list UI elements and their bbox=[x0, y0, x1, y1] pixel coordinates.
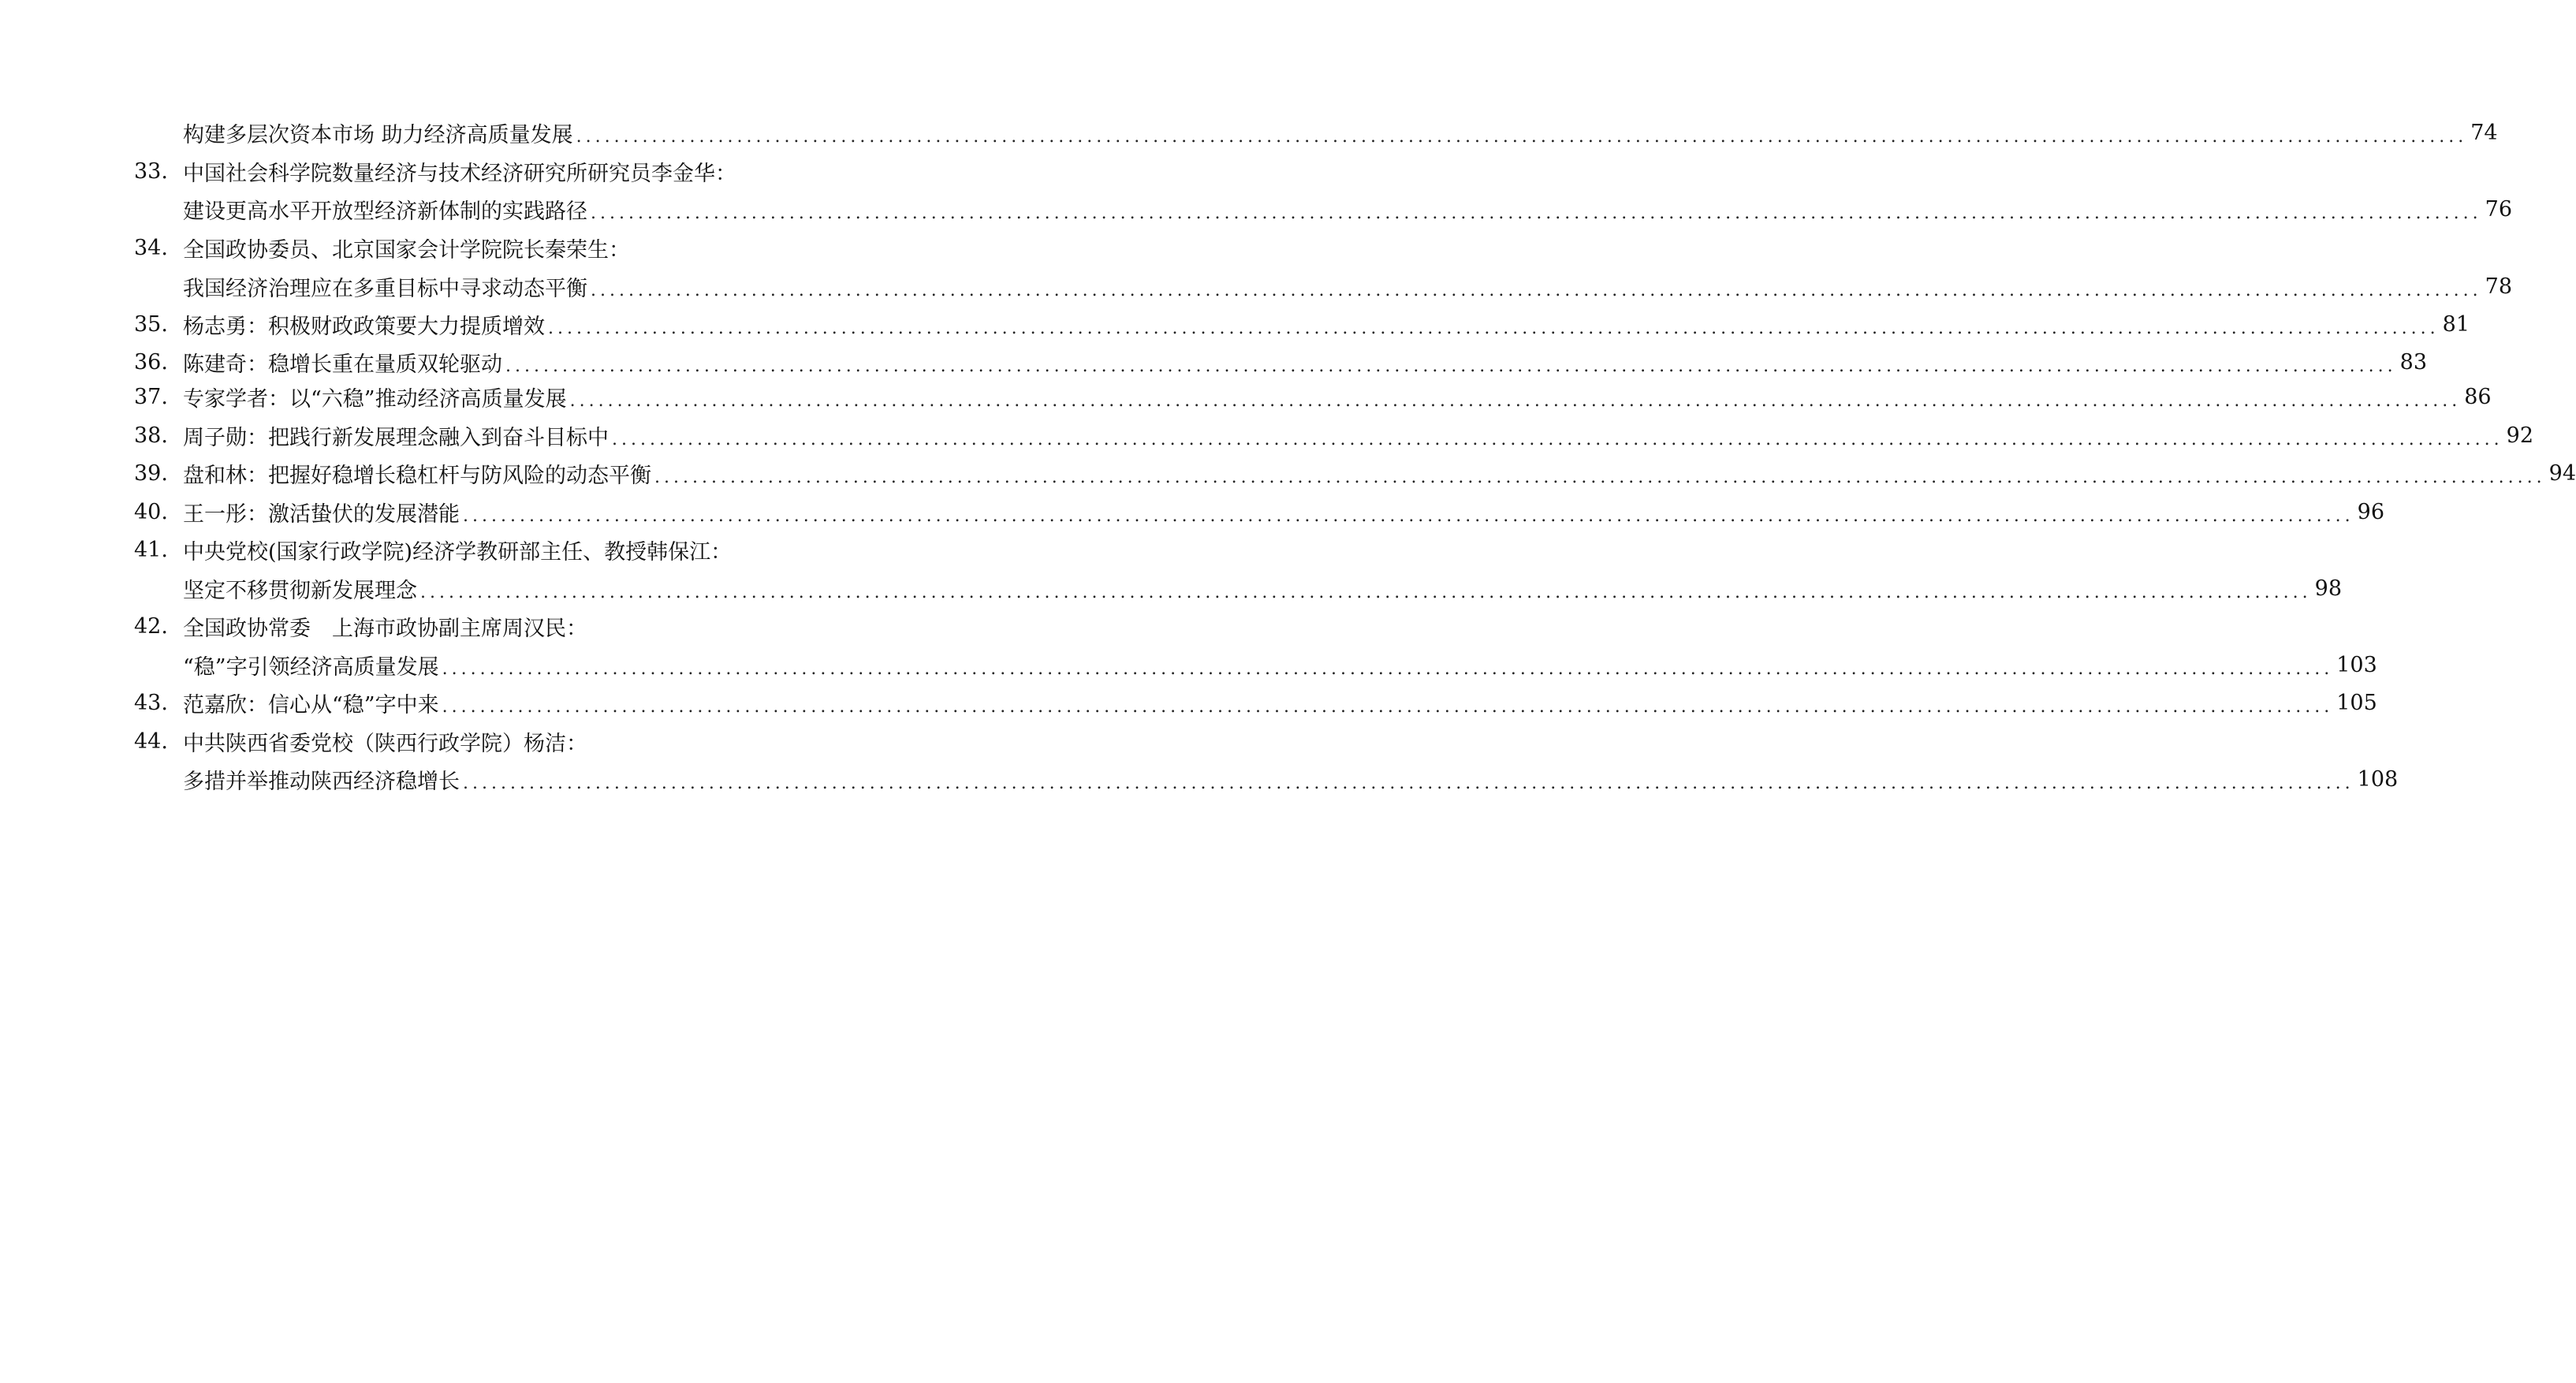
toc-entry bbox=[134, 308, 2470, 340]
toc-entry-number: 34. bbox=[134, 235, 168, 260]
toc-entry-page: 108 bbox=[2357, 766, 2399, 792]
toc-entry-title: 中央党校(国家行政学院)经济学教研部主任、教授韩保江： bbox=[183, 539, 733, 565]
toc-entry-title: 杨志勇：积极财政政策要大力提质增效 bbox=[183, 314, 545, 339]
dot-leader: ........................................................................................................................................................................................................ bbox=[569, 391, 2462, 411]
toc-entry-number: 37. bbox=[134, 384, 168, 409]
dot-leader: ........................................................................................................................................................................................................ bbox=[548, 319, 2440, 338]
toc-entry bbox=[134, 649, 2377, 680]
toc-entry-page: 92 bbox=[2506, 423, 2533, 448]
toc-entry-number: 43. bbox=[134, 690, 168, 715]
toc-entry-title: 中国社会科学院数量经济与技术经济研究所研究员李金华： bbox=[183, 161, 736, 186]
toc-entry-title: 中共陕西省委党校（陕西行政学院）杨洁： bbox=[183, 731, 587, 756]
dot-leader: ........................................................................................................................................................................................................ bbox=[654, 468, 2546, 487]
toc-entry-page: 96 bbox=[2357, 499, 2384, 524]
toc-entry-page: 76 bbox=[2485, 196, 2512, 222]
toc-entry-number: 41. bbox=[134, 537, 168, 562]
toc-entry bbox=[134, 457, 2576, 489]
dot-leader: ........................................................................................................................................................................................................ bbox=[505, 356, 2397, 376]
toc-entry bbox=[134, 763, 2399, 795]
toc-entry-number: 36. bbox=[134, 349, 168, 375]
toc-entry-page: 86 bbox=[2464, 384, 2492, 409]
toc-entry-page: 83 bbox=[2399, 349, 2427, 375]
dot-leader: ........................................................................................................................................................................................................ bbox=[612, 430, 2503, 449]
toc-entry bbox=[134, 193, 2512, 225]
dot-leader: ........................................................................................................................................................................................................ bbox=[420, 583, 2312, 602]
toc-entry-page: 98 bbox=[2314, 576, 2342, 601]
toc-entry bbox=[134, 381, 2492, 412]
toc-entry-title: 构建多层次资本市场 助力经济高质量发展 bbox=[183, 122, 573, 147]
toc-entry-title: 陈建奇：稳增长重在量质双轮驱动 bbox=[183, 352, 502, 377]
toc-entry-number: 33. bbox=[134, 158, 168, 184]
dot-leader: ........................................................................................................................................................................................................ bbox=[591, 203, 2482, 223]
dot-leader: ........................................................................................................................................................................................................ bbox=[576, 127, 2468, 147]
toc-entry-number: 39. bbox=[134, 460, 168, 486]
toc-entry bbox=[134, 232, 927, 263]
toc-entry bbox=[134, 117, 2498, 148]
toc-entry bbox=[134, 155, 927, 187]
dot-leader: ........................................................................................................................................................................................................ bbox=[442, 659, 2334, 679]
toc-entry-title: 多措并举推动陕西经济稳增长 bbox=[183, 769, 460, 794]
toc-entry bbox=[134, 687, 2377, 718]
toc-entry-title: 范嘉欣：信心从“稳”字中来 bbox=[183, 692, 439, 718]
toc-entry-number: 35. bbox=[134, 311, 168, 337]
toc-entry-title: 全国政协常委 上海市政协副主席周汉民： bbox=[183, 616, 587, 641]
toc-entry-title: 全国政协委员、北京国家会计学院院长秦荣生： bbox=[183, 237, 630, 263]
toc-entry-title: 王一彤：激活蛰伏的发展潜能 bbox=[183, 501, 460, 527]
toc-entry-page: 105 bbox=[2336, 690, 2377, 715]
toc-entry-page: 81 bbox=[2442, 311, 2470, 337]
toc-entry bbox=[134, 534, 927, 565]
toc-entry bbox=[134, 725, 927, 757]
toc-entry-title: 坚定不移贯彻新发展理念 bbox=[183, 578, 417, 603]
toc-entry-page: 78 bbox=[2485, 274, 2512, 299]
toc-entry-number: 38. bbox=[134, 423, 168, 448]
toc-entry-title: 专家学者：以“六稳”推动经济高质量发展 bbox=[183, 386, 567, 412]
dot-leader: ........................................................................................................................................................................................................ bbox=[591, 281, 2482, 300]
toc-entry-page: 103 bbox=[2336, 652, 2377, 677]
toc-entry-number: 42. bbox=[134, 613, 168, 639]
toc-entry-number: 44. bbox=[134, 729, 168, 754]
toc-entry-title: 建设更高水平开放型经济新体制的实践路径 bbox=[183, 199, 587, 224]
dot-leader: ........................................................................................................................................................................................................ bbox=[463, 506, 2354, 526]
toc-entry-title: 周子勋：把践行新发展理念融入到奋斗目标中 bbox=[183, 425, 609, 450]
toc-entry-title: 我国经济治理应在多重目标中寻求动态平衡 bbox=[183, 276, 587, 301]
dot-leader: ........................................................................................................................................................................................................ bbox=[442, 697, 2334, 717]
toc-entry bbox=[134, 346, 2427, 378]
toc-entry bbox=[134, 572, 2342, 604]
dot-leader: ........................................................................................................................................................................................................ bbox=[463, 774, 2354, 793]
toc-entry-page: 94 bbox=[2548, 460, 2576, 486]
toc-entry bbox=[134, 419, 2533, 451]
toc-entry bbox=[134, 270, 2512, 302]
toc-entry bbox=[134, 496, 2384, 527]
toc-entry bbox=[134, 610, 927, 642]
toc-entry-title: “稳”字引领经济高质量发展 bbox=[183, 654, 439, 680]
toc-entry-title: 盘和林：把握好稳增长稳杠杆与防风险的动态平衡 bbox=[183, 463, 651, 488]
toc-entry-page: 74 bbox=[2470, 120, 2498, 145]
toc-entry-number: 40. bbox=[134, 499, 168, 524]
